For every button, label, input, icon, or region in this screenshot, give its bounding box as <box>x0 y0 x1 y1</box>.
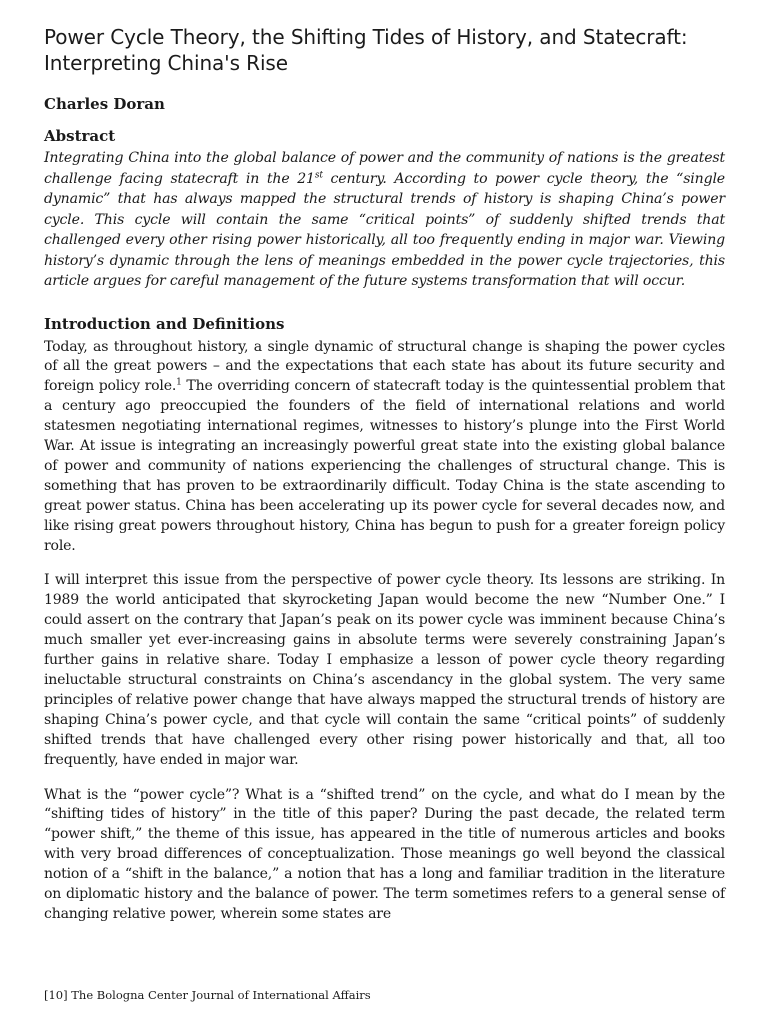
abstract-heading: Abstract <box>44 127 116 145</box>
abstract-text-part-2: century. According to power cycle theory, the “single dynamic” that has always mapped the structural trends of history is shaping China’s power cycle. This cycle will contain the same “critical points” of suddenly shifted trends that challenged every other rising power historically, all too frequently ending in major war. Viewing history’s dynamic through the lens of meanings embedded in the power cycle trajectories, this article argues for careful management of the future systems transformation that will occur. <box>44 170 726 289</box>
paragraph-1-part-a: Today, as throughout history, a single dynamic of structural change is shaping the power cycles of all the great powers – and the expectations that each state has about its future security and foreign policy role. <box>44 338 725 395</box>
introduction-heading: Introduction and Definitions <box>44 314 285 333</box>
article-page <box>44 24 725 940</box>
article-title: Power Cycle Theory, the Shifting Tides of History, and Statecraft: Interpreting China's Rise <box>44 25 688 75</box>
paragraph-1-part-b: The overriding concern of statecraft today is the quintessential problem that a century ago preoccupied the founders of the field of international relations and world statesmen negotiating international regimes, witnesses to history’s plunge into the First World War. At issue is integrating an increasingly powerful great state into the existing global balance of power and community of nations experiencing the challenges of structural change. This is something that has proven to be extraordinarily difficult. Today China is the state ascending to great power status. China has been accelerating up its power cycle for several decades now, and like rising great powers throughout history, China has begun to push for a greater foreign policy role. <box>44 378 725 554</box>
body-paragraph-2: I will interpret this issue from the perspective of power cycle theory. Its lessons are striking. In 1989 the world anticipated that skyrocketing Japan would become the new “Number One.” I could assert on the contrary that Japan’s peak on its power cycle was imminent because China’s much smaller yet ever-increasing gains in absolute terms were severely constraining Japan’s further gains in relative share. Today I emphasize a lesson of power cycle theory regarding ineluctable structural constraints on China’s ascendancy in the global system. The very same principles of relative power change that have always mapped the structural trends of history are shaping China’s power cycle, and that cycle will contain the same “critical points” of suddenly shifted trends that have challenged every other rising power historically and that, all too frequently, have ended in major war. <box>44 572 725 768</box>
abstract-text-part-1: Integrating China into the global balance of power and the community of nations is the greatest challenge facing statecraft in the 21 <box>44 150 725 187</box>
footnote-marker-1[interactable]: 1 <box>176 377 182 388</box>
body-paragraph-3: What is the “power cycle”? What is a “shifted trend” on the cycle, and what do I mean by the “shifting tides of history” in the title of this paper? During the past decade, the related term “power shift,” the theme of this issue, has appeared in the title of numerous articles and books with very broad differences of conceptualization. Those meanings go well beyond the classical notion of a “shift in the balance,” a notion that has a long and familiar tradition in the literature on diplomatic history and the balance of power. The term sometimes refers to a general sense of changing relative power, wherein some states are <box>44 786 725 922</box>
abstract-superscript: st <box>314 169 323 180</box>
abstract-text <box>44 148 725 292</box>
author-name: Charles Doran <box>44 95 165 113</box>
body-paragraph-1 <box>44 338 725 557</box>
page-footer: [10] The Bologna Center Journal of International Affairs <box>44 988 371 1002</box>
